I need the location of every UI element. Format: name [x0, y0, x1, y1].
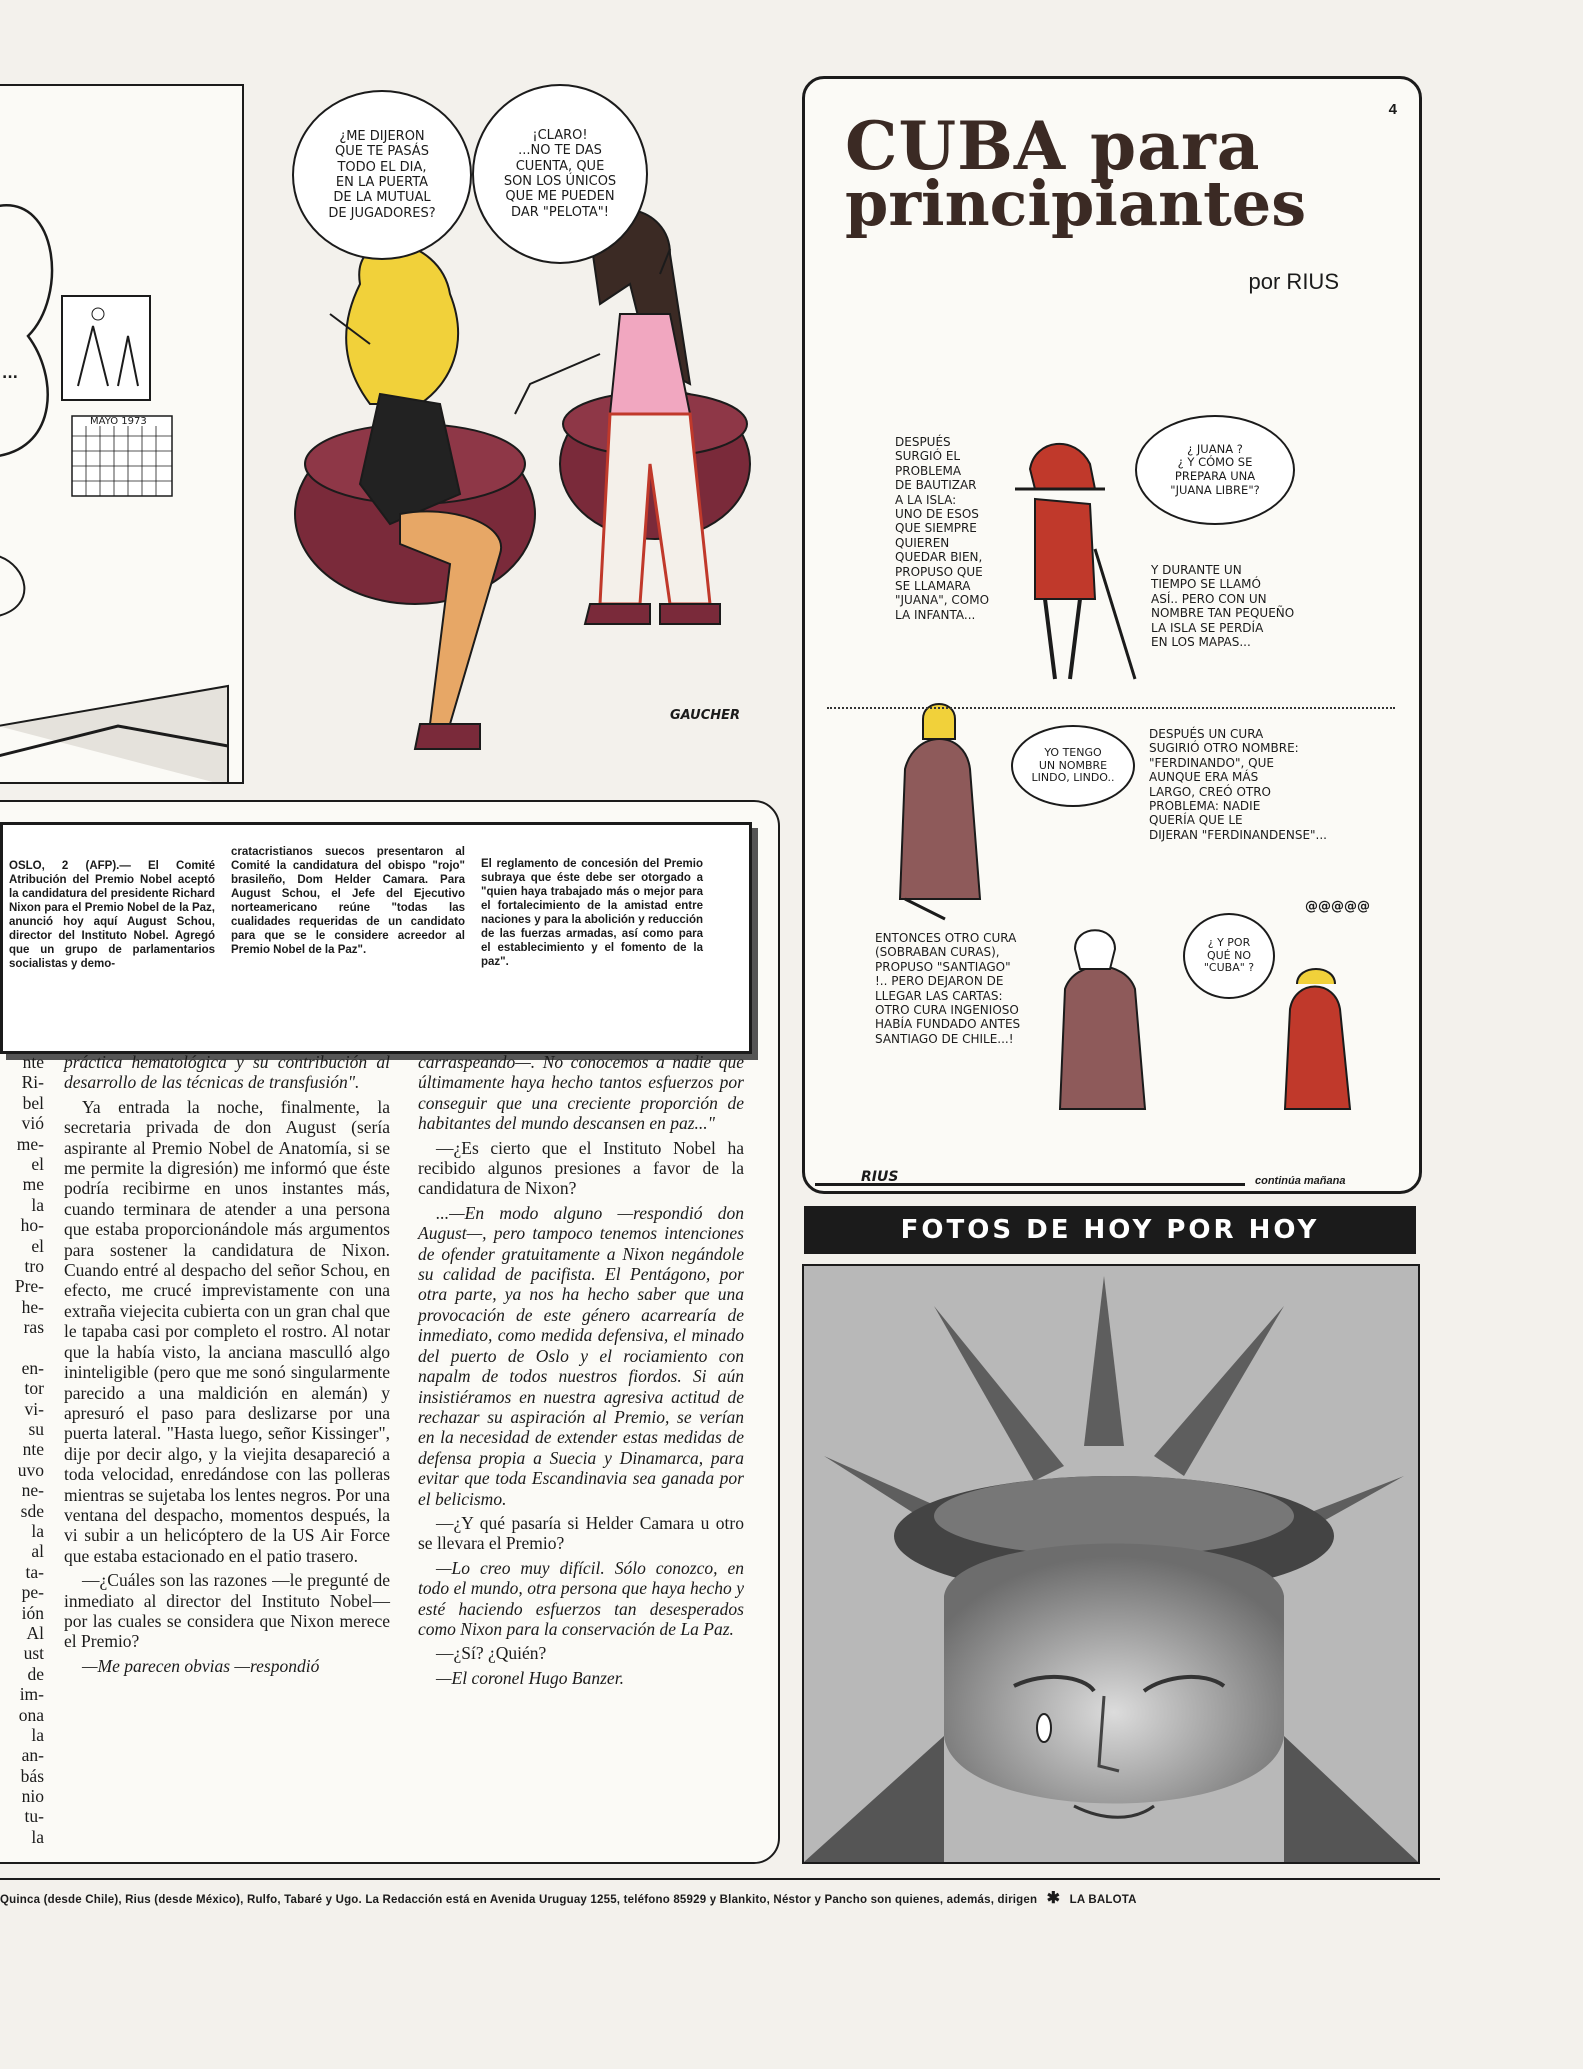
rius-signature: RIUS: [861, 1169, 899, 1185]
edge-word: ust: [23, 1643, 44, 1664]
edge-word: de: [27, 1663, 44, 1684]
edge-words-list: [0, 1052, 44, 1847]
cuba-caption-1: DESPUÉS SURGIÓ EL PROBLEMA DE BAUTIZAR A LA ISLA: UNO DE ESOS QUE SIEMPRE QUIEREN QUEDAR BIEN, PROPUSO QUE SE LLAMARA "JUANA", COMO LA INFANTA...: [895, 435, 990, 622]
edge-word: la: [31, 1194, 44, 1215]
speech-bubble-left: ¿ME DIJERON QUE TE PASÁS TODO EL DIA, EN LA PUERTA DE LA MUTUAL DE JUGADORES?: [292, 90, 472, 260]
article-paragraph: —¿Es cierto que el Instituto Nobel ha recibido algunos presiones a favor de la candidatura de Nixon?: [418, 1137, 744, 1199]
edge-word: en-: [21, 1357, 44, 1378]
edge-word: la: [31, 1826, 44, 1847]
edge-word: ona: [18, 1704, 44, 1725]
edge-word: he-: [21, 1296, 44, 1317]
edge-word: sde: [20, 1500, 44, 1521]
edge-word: la: [31, 1520, 44, 1541]
article-column-2: [418, 1052, 744, 1692]
footer-brand: LA BALOTA: [1069, 1894, 1137, 1906]
cuba-caption-3: DESPUÉS UN CURA SUGIRIÓ OTRO NOMBRE: "FERDINANDO", QUE AUNQUE ERA MÁS LARGO, CREÓ OTRO PROBLEMA: NADIE QUERÍA QUE LE DIJERAN "FERDINANDENSE"...: [1149, 727, 1327, 842]
edge-word: ión: [21, 1602, 44, 1623]
article-paragraph: Ya entrada la noche, finalmente, la secretaria privada de don August (sería aspirante al Premio Nobel de Anatomía, si se me permite la digresión) me informó que éste podría recibirme en unos instantes más, cuando terminara de atender a una persona que estaba proporcionándole más argumentos para sostener la candidatura de Nixon. Cuando entré al despacho del señor Schou, en efecto, me crucé imprevistamente con una extraña viejecita cubierta con un gran chal que le tapaba casi por completo el rostro. Al notar que la había visto, la anciana masculló algo ininteligible (pero que me sonó singularmente parecido a una maldición en alemán) y apresuró el paso para deslizarse por una puerta lateral. "Hasta luego, señor Kissinger", dije por decir algo, y la viejita desapareció a toda velocidad, enredándose con las polleras mientras se sujetaba los lentes negros. Por una ventana del despacho, momentos después, la vi subir a un helicóptero de la US Air Force que estaba estacionado en el patio trasero.: [64, 1096, 391, 1566]
edge-word: el: [31, 1153, 44, 1174]
edge-word: Ri-: [21, 1072, 44, 1093]
news-dispatch-box: [0, 822, 752, 1054]
edge-word: tro: [24, 1255, 44, 1276]
edge-word: nte: [22, 1052, 44, 1072]
center-cartoon: [250, 84, 790, 804]
edge-word: tu-: [24, 1806, 44, 1827]
cuba-caption-4: ENTONCES OTRO CURA (SOBRABAN CURAS), PROPUSO "SANTIAGO" !.. PERO DEJARON DE LLEGAR LAS CARTAS: OTRO CURA INGENIOSO HABÍA FUNDADO ANTES SANTIAGO DE CHILE...!: [875, 931, 1021, 1046]
article-paragraph: ...—En modo alguno —respondió don August—, pero tampoco tenemos intenciones de ofender gratuitamente a Nixon negándole su calidad de pacifista. El Pentágono, por otra parte, ya nos ha hecho saber que una provocación de este género acarrearía de inmediato, como medida defensiva, el minado del puerto de Oslo y el rociamiento con napalm de todos nuestros fiordos. Si aún insistiéramos en nuestra agresiva actitud de rechazar su aspiración al Premio, se verían en la necesidad de extender estas medidas de defensa propia a Suecia y Dinamarca, para evitar que toda Escandinavia sea ganada por el belicismo.: [418, 1202, 744, 1509]
edge-word: Pre-: [14, 1276, 44, 1297]
article-edge-column: [0, 1052, 44, 1847]
footer-credits: Quinca (desde Chile), Rius (desde México), Rulfo, Tabaré y Ugo. La Redacción está en Avenida Uruguay 1255, teléfono 85929 y Blankito, Néstor y Pancho son quienes, además, dirigen: [0, 1894, 1038, 1906]
left-cartoon-panel: [0, 84, 244, 784]
dispatch-col-1: OSLO, 2 (AFP).— El Comité Atribución del Premio Nobel aceptó la candidatura del presidente Richard Nixon para el Premio Nobel de la Paz, anunció hoy aquí August Schou, director del Instituto Nobel. Agregó que un grupo de parlamentarios socialistas y demo-: [9, 860, 215, 970]
cuba-bubble-1: ¿ JUANA ? ¿ Y CÓMO SE PREPARA UNA "JUANA LIBRE"?: [1135, 415, 1295, 525]
edge-word: bás: [20, 1765, 44, 1786]
edge-word: el: [31, 1235, 44, 1256]
edge-word: ras: [23, 1317, 44, 1338]
cuba-panel: [802, 76, 1422, 1194]
edge-word: uvo: [17, 1459, 44, 1480]
edge-word: ta-: [25, 1561, 44, 1582]
cuba-title-line-2: principiantes: [845, 167, 1307, 240]
edge-word: la: [31, 1724, 44, 1745]
cuba-bubble-3: ¿ Y POR QUÉ NO "CUBA" ?: [1183, 913, 1275, 999]
cuba-bottom-rule: [815, 1183, 1245, 1186]
article-paragraph: carraspeando—. No conocemos a nadie que últimamente haya hecho tantos esfuerzos por conseguir que una creciente proporción de habitantes del mundo descansen en paz...": [418, 1052, 744, 1134]
article-paragraph: —Lo creo muy difícil. Sólo conozco, en todo el mundo, otra persona que haya hecho y esté haciendo esfuerzos tan desesperados como Nixon para la conservación de La Paz.: [418, 1557, 744, 1639]
cuba-byline: por RIUS: [1248, 269, 1339, 294]
edge-word: tor: [24, 1378, 44, 1399]
left-panel-ellipsis: ...: [2, 366, 18, 382]
statue-photo: [802, 1264, 1420, 1864]
footer-asterisk-icon: ✱: [1046, 1890, 1061, 1907]
cuba-divider: [827, 707, 1395, 709]
article-paragraph: práctica hematológica y su contribución al desarrollo de las técnicas de transfusión".: [64, 1052, 390, 1093]
edge-word: vi-: [24, 1398, 44, 1419]
edge-word: su: [28, 1419, 44, 1440]
article-paragraph: —¿Sí? ¿Quién?: [436, 1643, 547, 1664]
article-paragraph: —¿Cuáles son las razones —le pregunté de inmediato al director del Instituto Nobel— por las cuales se considera que Nixon merece el Premio?: [64, 1570, 390, 1652]
statue-of-liberty-image: [804, 1266, 1418, 1862]
edge-word: ne-: [21, 1480, 44, 1501]
edge-word: vió: [21, 1113, 44, 1134]
edge-word: al: [31, 1541, 44, 1562]
page-number: 4: [1388, 101, 1397, 118]
footer-rule: [0, 1878, 1440, 1880]
cuba-caption-2: Y DURANTE UN TIEMPO SE LLAMÓ ASÍ.. PERO CON UN NOMBRE TAN PEQUEÑO LA ISLA SE PERDÍA EN LOS MAPAS...: [1151, 563, 1295, 649]
dispatch-col-3: El reglamento de concesión del Premio subraya que éste debe ser otorgado a "quien haya trabajado más o mejor para el fortalecimiento de la amistad entre naciones y para la abolición y reducción de las fuerzas armadas, así como para el establecimiento y el fomento de la paz".: [481, 858, 703, 968]
edge-word: ho-: [20, 1215, 44, 1236]
dispatch-col-2: cratacristianos suecos presentaron al Comité la candidatura del obispo "rojo" brasileño, Dom Helder Camara. Para August Schou, el Jefe del Ejecutivo norteamericano reúne "todas las cualidades requeridas de un candidato para que se le considere acreedor al Premio Nobel de la Paz".: [231, 846, 465, 956]
edge-word: Al: [26, 1622, 44, 1643]
fotos-title: FOTOS DE HOY POR HOY: [900, 1215, 1320, 1245]
edge-word: me: [22, 1174, 44, 1195]
cuba-title-line-1: CUBA para: [845, 107, 1261, 185]
article-paragraph: —Me parecen obvias —respondió: [82, 1655, 320, 1676]
left-cartoon-drawing: [0, 86, 242, 782]
fotos-header: [804, 1206, 1416, 1254]
cuba-dots: @@@@@: [1305, 899, 1370, 914]
continue-note: continúa mañana: [1255, 1175, 1346, 1187]
edge-word: nio: [21, 1786, 44, 1807]
speech-bubble-right: ¡CLARO! ...NO TE DAS CUENTA, QUE SON LOS ÚNICOS QUE ME PUEDEN DAR "PELOTA"!: [472, 84, 648, 264]
edge-word: im-: [19, 1684, 44, 1705]
cartoon-signature: GAUCHER: [670, 708, 741, 723]
article-column-1: [64, 1052, 390, 1680]
footer-credits-line: [0, 1888, 1450, 1908]
edge-word: bel: [22, 1092, 44, 1113]
calendar-label: MAYO 1973: [90, 416, 147, 427]
edge-word: nte: [22, 1439, 44, 1460]
edge-word: [0, 1337, 44, 1357]
edge-word: me-: [16, 1133, 44, 1154]
article-paragraph: —El coronel Hugo Banzer.: [436, 1667, 624, 1688]
edge-word: pe-: [21, 1582, 44, 1603]
edge-word: an-: [21, 1745, 44, 1766]
article-paragraph: —¿Y qué pasaría si Helder Camara u otro se llevara el Premio?: [418, 1512, 744, 1554]
cuba-bubble-2: YO TENGO UN NOMBRE LINDO, LINDO..: [1011, 725, 1135, 807]
